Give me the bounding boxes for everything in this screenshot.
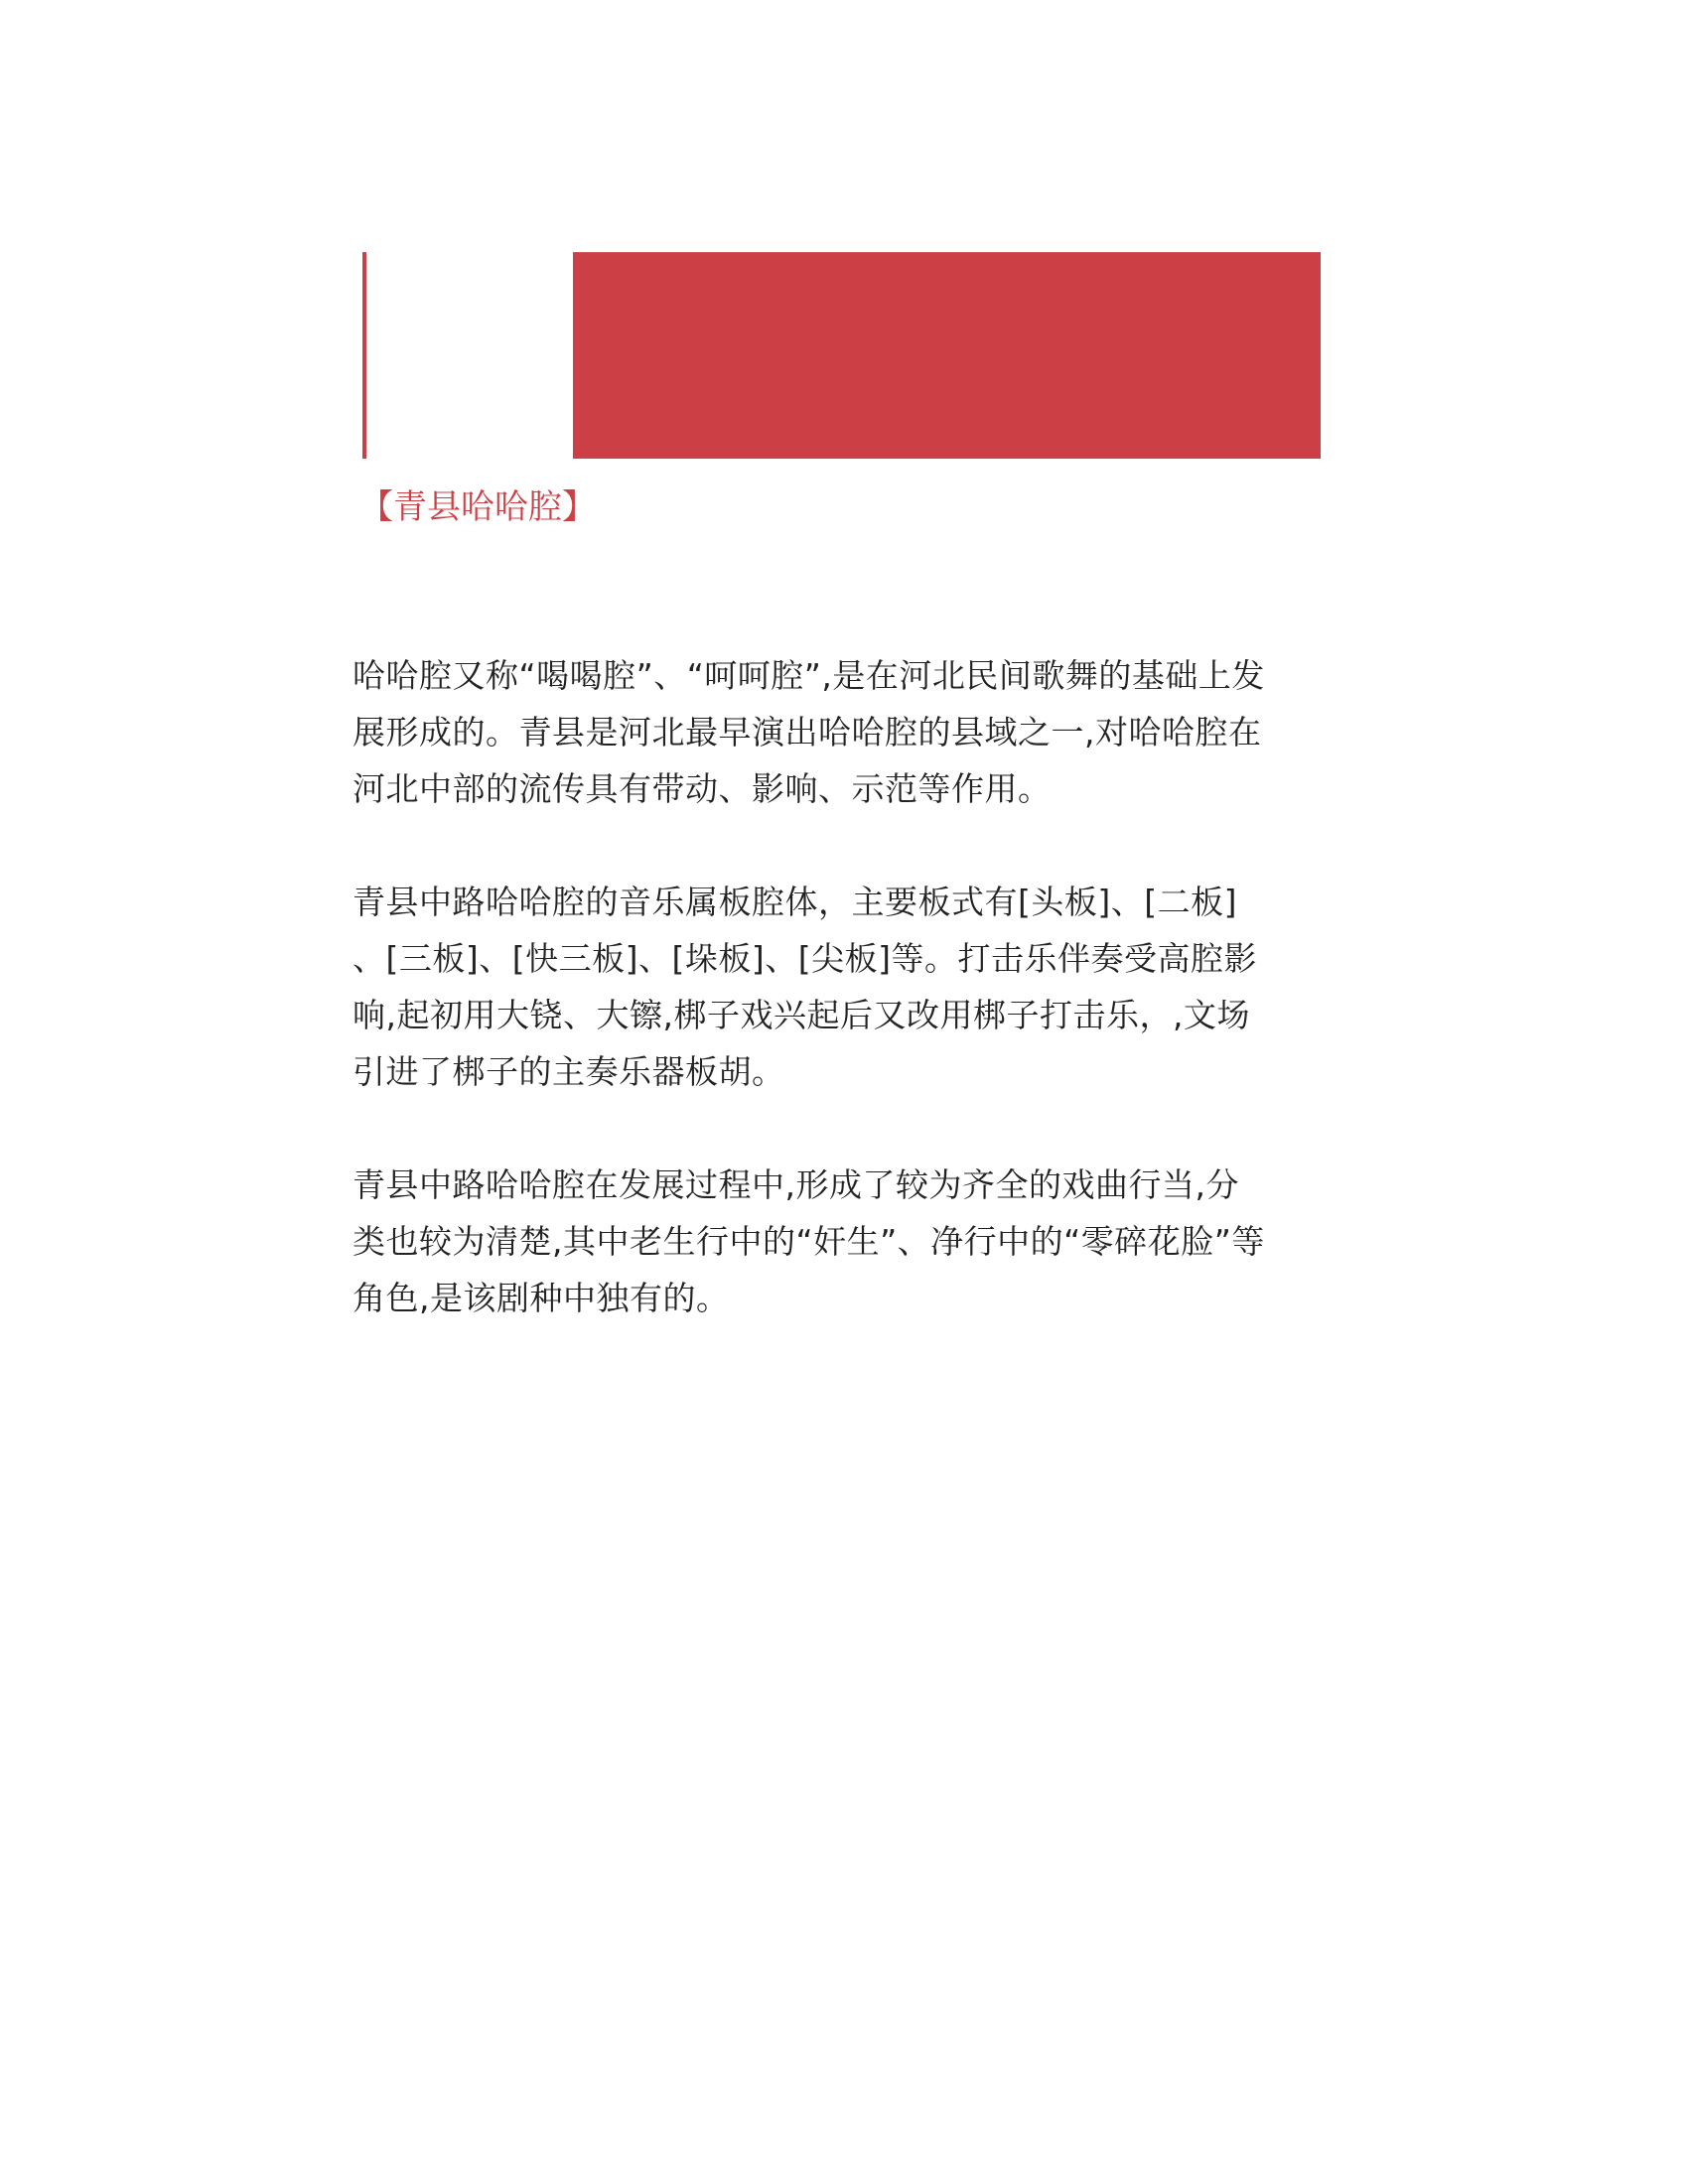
paragraph-line: 响,起初用大铙、大镲,梆子戏兴起后又改用梆子打击乐，,文场 [352, 996, 1250, 1034]
section-title: 【青县哈哈腔】 [359, 487, 596, 527]
paragraph-line: 青县中路哈哈腔在发展过程中,形成了较为齐全的戏曲行当,分 [352, 1165, 1239, 1204]
paragraph-line: 哈哈腔又称“喝喝腔”、“呵呵腔”,是在河北民间歌舞的基础上发 [352, 656, 1265, 695]
banner-white-block [366, 252, 573, 459]
paragraph-line: 河北中部的流传具有带动、影响、示范等作用。 [352, 769, 1052, 808]
paragraph-1 [352, 647, 1336, 817]
header-banner [362, 252, 1321, 459]
paragraph-line: 青县中路哈哈腔的音乐属板腔体，主要板式有[头板]、[二板] [352, 883, 1237, 921]
paragraph-line: 、[三板]、[快三板]、[垛板]、[尖板]等。打击乐伴奏受高腔影 [352, 939, 1257, 978]
paragraph-line: 展形成的。青县是河北最早演出哈哈腔的县域之一,对哈哈腔在 [352, 713, 1262, 751]
article-body [352, 647, 1336, 1383]
banner-red-block [573, 252, 1321, 459]
paragraph-2 [352, 874, 1336, 1100]
paragraph-3 [352, 1157, 1336, 1326]
paragraph-line: 角色,是该剧种中独有的。 [352, 1279, 730, 1317]
paragraph-line: 引进了梆子的主奏乐器板胡。 [352, 1052, 785, 1091]
paragraph-line: 类也较为清楚,其中老生行中的“奸生”、净行中的“零碎花脸”等 [352, 1222, 1265, 1261]
